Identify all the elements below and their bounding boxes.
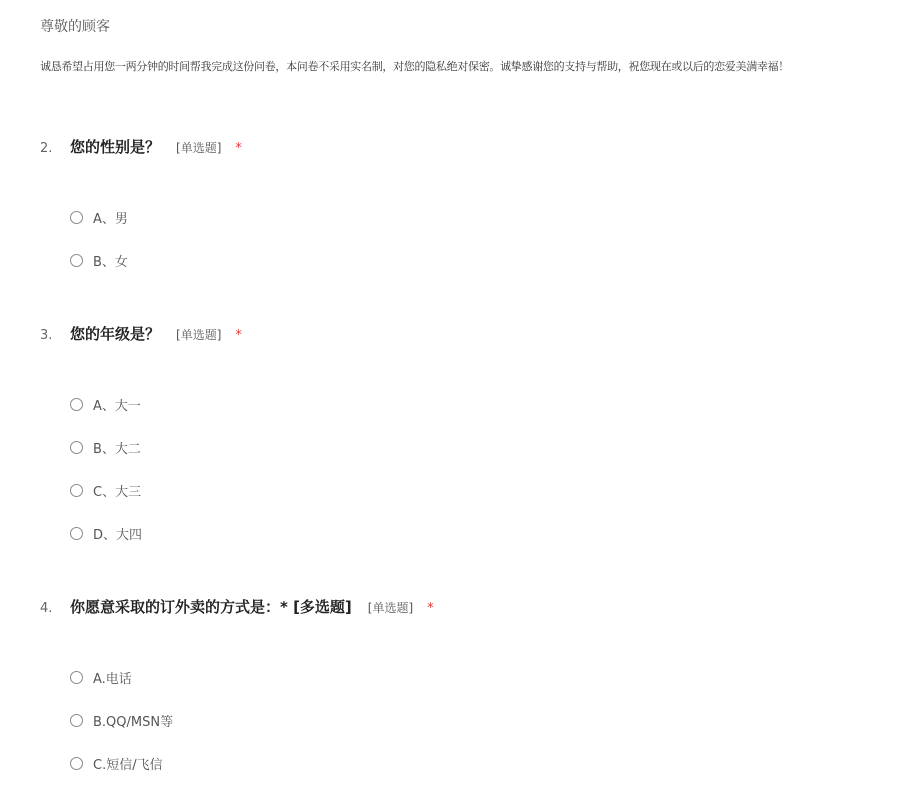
question-gender xyxy=(40,136,880,270)
question-number: 2. xyxy=(40,141,53,156)
option-sms[interactable] xyxy=(70,742,173,785)
radio-button[interactable] xyxy=(70,211,83,224)
question-header xyxy=(40,596,880,620)
radio-button[interactable] xyxy=(70,484,83,497)
option-label: C.短信/飞信 xyxy=(93,758,163,773)
option-junior[interactable] xyxy=(70,469,142,512)
radio-button[interactable] xyxy=(70,757,83,770)
survey-greeting: 尊敬的顾客 xyxy=(40,19,110,35)
question-title: 您的年级是？ xyxy=(70,325,161,343)
radio-button[interactable] xyxy=(70,398,83,411)
option-label: A、大一 xyxy=(93,399,141,414)
option-label: C、大三 xyxy=(93,485,142,500)
option-label: A、男 xyxy=(93,212,128,227)
radio-button[interactable] xyxy=(70,441,83,454)
question-title: 您的性别是？ xyxy=(70,138,161,156)
question-header xyxy=(40,323,880,347)
required-marker: * xyxy=(235,141,242,156)
question-order-method xyxy=(40,596,880,773)
question-type: [单选题] xyxy=(367,601,414,615)
question-number: 4. xyxy=(40,601,53,616)
option-male[interactable] xyxy=(70,196,128,239)
option-senior[interactable] xyxy=(70,512,142,555)
radio-button[interactable] xyxy=(70,254,83,267)
required-marker: * xyxy=(235,328,242,343)
required-marker: * xyxy=(427,601,434,616)
question-number: 3. xyxy=(40,328,53,343)
option-label: D、大四 xyxy=(93,528,143,543)
option-phone[interactable] xyxy=(70,656,173,699)
radio-button[interactable] xyxy=(70,671,83,684)
question-type: [单选题] xyxy=(176,328,222,342)
option-freshman[interactable] xyxy=(70,383,142,426)
radio-button[interactable] xyxy=(70,527,83,540)
option-label: B、大二 xyxy=(93,442,141,457)
survey-intro: 诚恳希望占用您一两分钟的时间帮我完成这份问卷，本问卷不采用实名制，对您的隐私绝对保密。诚挚感谢您的支持与帮助，祝您现在或以后的恋爱美满幸福！ xyxy=(40,60,789,73)
radio-button[interactable] xyxy=(70,714,83,727)
question-grade xyxy=(40,323,880,543)
question-type: [单选题] xyxy=(176,141,222,155)
option-sophomore[interactable] xyxy=(70,426,142,469)
option-partial[interactable] xyxy=(70,785,173,800)
option-list xyxy=(70,196,128,282)
option-list xyxy=(70,656,173,800)
question-title: 你愿意采取的订外卖的方式是：* [多选题] xyxy=(70,598,352,616)
option-qq-msn[interactable] xyxy=(70,699,173,742)
option-list xyxy=(70,383,142,555)
question-header xyxy=(40,136,880,160)
option-label: A.电话 xyxy=(93,672,132,687)
option-female[interactable] xyxy=(70,239,128,282)
option-label: B、女 xyxy=(93,255,128,270)
option-label: B.QQ/MSN等 xyxy=(93,715,174,730)
